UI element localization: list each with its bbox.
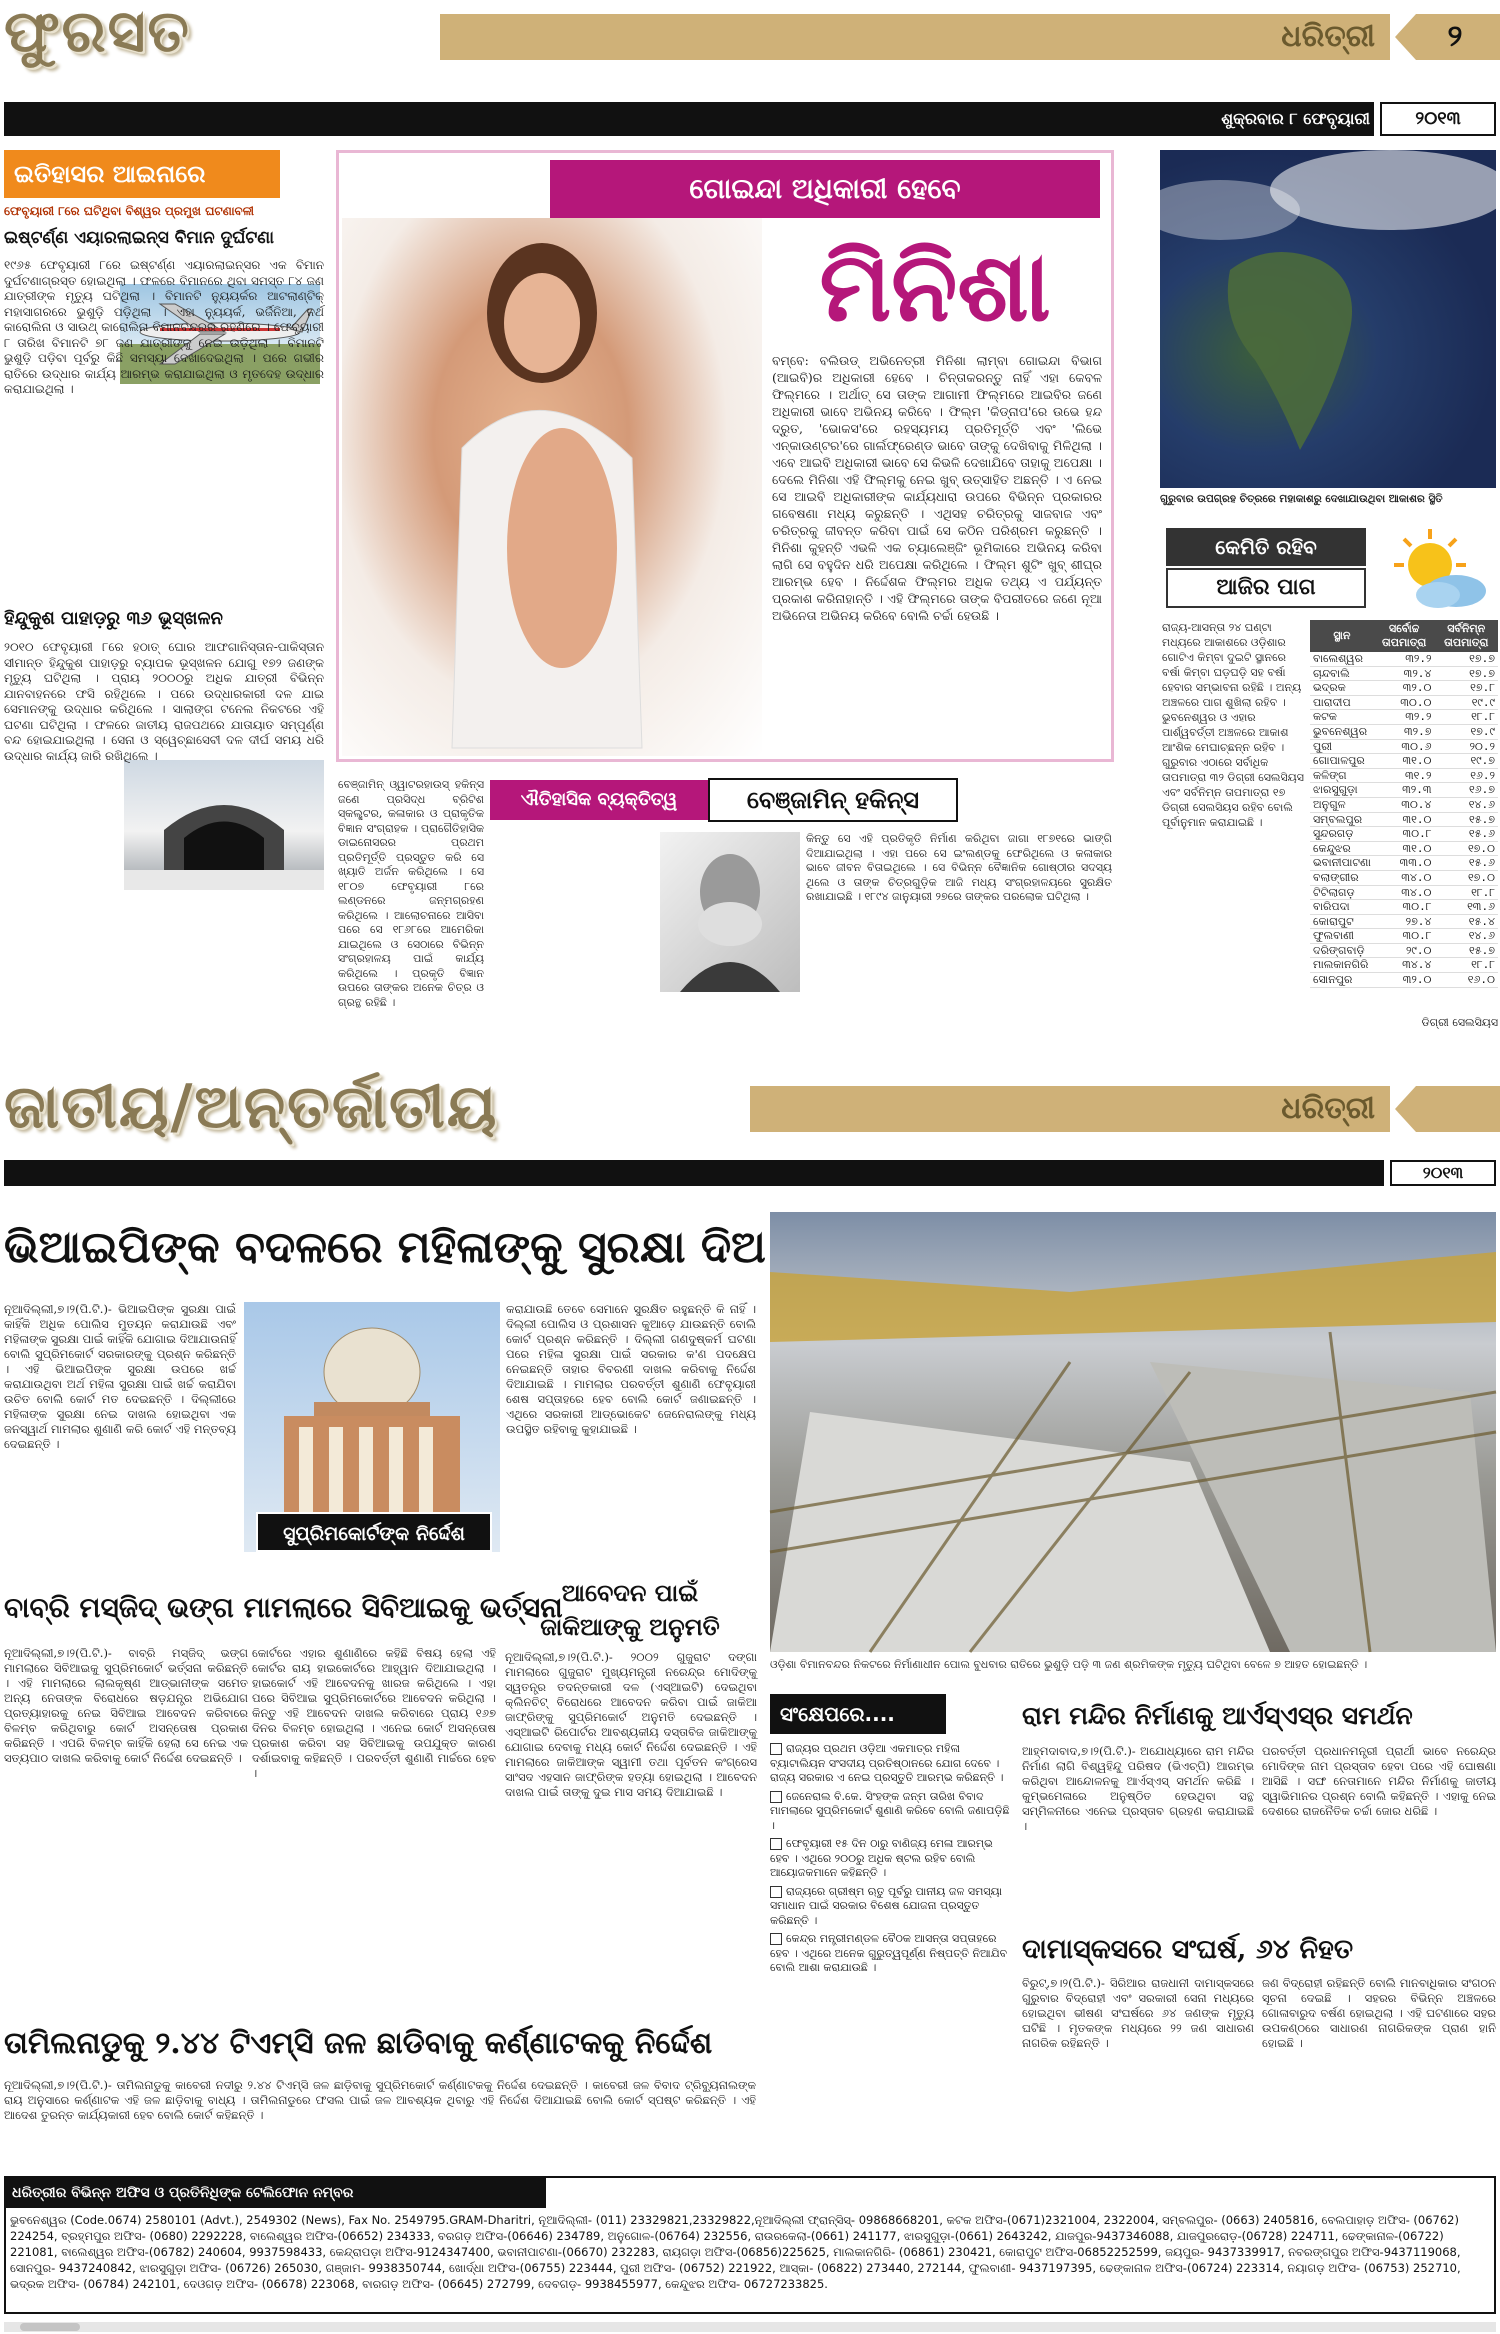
col-max: ସର୍ବୋଚ୍ଚ ତାପମାତ୍ରା — [1374, 620, 1435, 652]
weather-max: ୩୨.୨ — [1374, 652, 1435, 666]
date-label: ଶୁକ୍ରବାର ୮ ଫେବୃୟାରୀ — [1221, 109, 1370, 128]
weather-row — [1310, 958, 1498, 973]
weather-place: ଦରିଙ୍ଗବାଡ଼ି — [1310, 943, 1374, 958]
weather-place: ମାଲକାନଗିରି — [1310, 958, 1374, 973]
paper-name-2: ଧରିତ୍ରୀ — [1281, 1091, 1375, 1126]
section-masthead: ଫୁରସତ — [4, 0, 191, 65]
weather-row — [1310, 914, 1498, 929]
cauvery-headline: ତାମିଲନାଡୁକୁ ୨.୪୪ ଟିଏମ୍ସି ଜଳ ଛାଡିବାକୁ କର୍ଣ୍ଣାଟକକୁ ନିର୍ଦ୍ଦେଶ — [4, 2026, 713, 2061]
year-box: ୨୦୧୩ — [1380, 102, 1496, 136]
weather-place: ଭଦ୍ରକ — [1310, 681, 1374, 696]
weather-row — [1310, 797, 1498, 812]
weather-max: ୩୦.୮ — [1374, 929, 1435, 944]
weather-min: ୧୭.୭ — [1434, 652, 1498, 666]
weather-row — [1310, 768, 1498, 783]
feature-name: ମିନିଶା — [819, 230, 1051, 343]
weather-max: ୩୧.୦ — [1374, 754, 1435, 769]
weather-row — [1310, 870, 1498, 885]
weather-max: ୨୭.୪ — [1374, 914, 1435, 929]
weather-min: ୧୭.୭ — [1434, 666, 1498, 681]
col-place: ସ୍ଥାନ — [1310, 620, 1374, 652]
personality-col2: କିନ୍ତୁ ସେ ଏହି ପ୍ରତିକୃତି ନିର୍ମାଣ କରିଥିବା ଜାଗା ୧୮୭୧ରେ ଭାଙ୍ଗି ଦିଆଯାଇଥିଲା । ଏହା ପରେ ସେ ଇଂଲଣ୍ଡକୁ ଫେରିଥିଲେ ଓ କଳାକାର ଭାବେ ଜୀବନ ବିତାଇଥିଲେ । ସେ ବିଭିନ୍ନ ବୈଜ୍ଞାନିକ ଗୋଷ୍ଠୀର ସଦସ୍ୟ ଥିଲେ ଓ ତାଙ୍କ ଚିତ୍ରଗୁଡ଼ିକ ଆଜି ମଧ୍ୟ ସଂଗ୍ରହାଳୟରେ ସୁରକ୍ଷିତ ରଖାଯାଇଛି । ୧୮୯୪ ଜାନୁୟାରୀ ୨୭ରେ ତାଙ୍କର ପରଲୋକ ଘଟିଥିଲା । — [806, 832, 1112, 903]
weather-place: ଝାରସୁଗୁଡ଼ା — [1310, 783, 1374, 798]
ram-headline: ରାମ ମନ୍ଦିର ନିର୍ମାଣକୁ ଆର୍ଏସ୍ଏସ୍‌ର ସମର୍ଥନ — [1022, 1701, 1413, 1730]
section-masthead-2: ଜାତୀୟ/ଅନ୍ତର୍ଜାତୀୟ — [4, 1072, 499, 1142]
weather-place: ଭୁବନେଶ୍ୱର — [1310, 724, 1374, 739]
weather-row — [1310, 710, 1498, 725]
weather-place: କୋରାପୁଟ — [1310, 914, 1374, 929]
weather-max: ୩୨.୪ — [1374, 666, 1435, 681]
weather-row — [1310, 841, 1498, 856]
babri-headline: ବାବ୍ରି ମସ୍ଜିଦ୍ ଭଙ୍ଗ ମାମଲାରେ ସିବିଆଇକୁ ଭର୍ତ୍ସନା — [4, 1591, 563, 1624]
portrait-icon — [660, 832, 800, 992]
page-tab-2 — [1395, 1086, 1500, 1132]
lead-col1: ନୂଆଦିଲ୍ଲୀ,୭।୨(ପି.ଟି.)- ଭିଆଇପିଙ୍କ ସୁରକ୍ଷା ପାଇଁ କାହିଁକି ଅଧିକ ପୋଲିସ ମୁତୟନ କରାଯାଉଛି ଏବଂ ମହିଳାଙ୍କ ସୁରକ୍ଷା ପାଇଁ କାହିଁକି ଯୋଗାଇ ଦିଆଯାଉନାହିଁ ବୋଲି ସୁପ୍ରିମକୋର୍ଟ ସରକାରଙ୍କୁ ପ୍ରଶ୍ନ କରିଛନ୍ତି । ଏହି ଭିଆଇପିଙ୍କ ସୁରକ୍ଷା ଉପରେ ଖର୍ଚ୍ଚ କରାଯାଉଥିବା ଅର୍ଥ ମହିଳା ସୁରକ୍ଷା ପାଇଁ ଖର୍ଚ୍ଚ କରାଯିବା ଉଚିତ ବୋଲି କୋର୍ଟ ମତ ଦେଇଛନ୍ତି । ଦିଲ୍ଲୀରେ ମହିଳାଙ୍କ ସୁରକ୍ଷା ନେଇ ଦାଖଲ ହୋଇଥିବା ଏକ ଜନସ୍ୱାର୍ଥ ମାମଲାର ଶୁଣାଣି କରି କୋର୍ଟ ଏହି ମନ୍ତବ୍ୟ ଦେଇଛନ୍ତି । — [4, 1302, 236, 1451]
weather-row — [1310, 724, 1498, 739]
weather-min: ୧୪.୬ — [1434, 929, 1498, 944]
weather-max: ୩୨.୨ — [1374, 710, 1435, 725]
weather-max: ୩୨.୩ — [1374, 783, 1435, 798]
weather-place: ଫୁଲବାଣୀ — [1310, 929, 1374, 944]
lead-col2: କରାଯାଉଛି ତେବେ ସେମାନେ ସୁରକ୍ଷିତ ରହୁଛନ୍ତି କି ନାହିଁ । ଦିଲ୍ଲୀ ପୋଲିସ ଓ ପ୍ରଶାସନ କୁଆଡ଼େ ଯାଉଛନ୍ତି ବୋଲି କୋର୍ଟ ପ୍ରଶ୍ନ କରିଛନ୍ତି । ଦିଲ୍ଲୀ ଗଣଦୁଷ୍କର୍ମ ଘଟଣା ପରେ ମହିଳା ସୁରକ୍ଷା ପାଇଁ ସରକାର କ'ଣ ପଦକ୍ଷେପ ନେଇଛନ୍ତି ତାହାର ବିବରଣୀ ଦାଖଲ କରିବାକୁ ନିର୍ଦ୍ଦେଶ ଦିଆଯାଇଛି । ମାମଲାର ପରବର୍ତ୍ତୀ ଶୁଣାଣି ଫେବୃୟାରୀ ଶେଷ ସପ୍ତାହରେ ହେବ ବୋଲି କୋର୍ଟ ଜଣାଇଛନ୍ତି । ଏଥିରେ ସରକାରୀ ଆଡ୍ଭୋକେଟ ଜେନେରାଲଙ୍କୁ ମଧ୍ୟ ଉପସ୍ଥିତ ରହିବାକୁ କୁହାଯାଇଛି । — [506, 1302, 756, 1436]
personality-col1: ବେଞ୍ଜାମିନ୍ ଓ୍ୱାଟରହାଉସ୍ ହକିନ୍ସ ଜଣେ ପ୍ରସିଦ୍ଧ ବ୍ରିଟିଶ ସ୍କଲ୍ପ୍ଟର, କଳାକାର ଓ ପ୍ରାକୃତିକ ବିଜ୍ଞାନ ସଂଗ୍ରାହକ । ପ୍ରାଗୈତିହାସିକ ଡାଇନୋସରର ପ୍ରଥମ ପ୍ରତିମୂର୍ତ୍ତି ପ୍ରସ୍ତୁତ କରି ସେ ଖ୍ୟାତି ଅର୍ଜନ କରିଥିଲେ । ସେ ୧୮୦୭ ଫେବୃୟାରୀ ୮ରେ ଲଣ୍ଡନରେ ଜନ୍ମଗ୍ରହଣ କରିଥିଲେ । ଆଲୋଚନାରେ ଆସିବା ପରେ ସେ ୧୮୬୮ରେ ଆମେରିକା ଯାଇଥିଲେ ଓ ସେଠାରେ ବିଭିନ୍ନ ସଂଗ୍ରହାଳୟ ପାଇଁ କାର୍ଯ୍ୟ କରିଥିଲେ । ପ୍ରକୃତି ବିଜ୍ଞାନ ଉପରେ ତାଙ୍କର ଅନେକ ଚିତ୍ର ଓ ଗ୍ରନ୍ଥ ରହିଛି । — [338, 778, 484, 1009]
weather-place: କଟକ — [1310, 710, 1374, 725]
weather-row — [1310, 739, 1498, 754]
weather-min: ୧୭.୦ — [1434, 841, 1498, 856]
weather-row — [1310, 973, 1498, 988]
babri-col1: ନୂଆଦିଲ୍ଲୀ,୭।୨(ପି.ଟି.)- ବାବ୍ରି ମସ୍ଜିଦ୍ ଭଙ୍ଗ ମାମଲାରେ ସିବିଆଇକୁ ସୁପ୍ରିମକୋର୍ଟ ଭର୍ତ୍ସନା କରିଛନ୍ତି । ଏହି ମାମଲାରେ ଲାଲକୃଷ୍ଣ ଆଡ୍ଭାନୀଙ୍କ ସମେତ ଅନ୍ୟ ନେତାଙ୍କ ବିରୋଧରେ ଷଡ଼ଯନ୍ତ୍ର ଅଭିଯୋଗ ପ୍ରତ୍ୟାହାରକୁ ନେଇ ସିବିଆଇ ଆବେଦନ କରିବାରେ ବିଳମ୍ବ କରିଥିବାରୁ କୋର୍ଟ ଅସନ୍ତୋଷ ପ୍ରକାଶ କରିଛନ୍ତି । ଏପରି ବିଳମ୍ବ କାହିଁକି ହେଲା ସେ ନେଇ ଏକ ସତ୍ୟପାଠ ଦାଖଲ କରିବାକୁ କୋର୍ଟ ନିର୍ଦ୍ଦେଶ ଦେଇଛନ୍ତି । — [4, 1646, 248, 1765]
checkbox-icon — [770, 1743, 782, 1755]
map-caption: ଗୁରୁବାର ଉପଗ୍ରହ ଚିତ୍ରରେ ମହାକାଶରୁ ଦେଖାଯାଉଥିବା ଆକାଶର ସ୍ଥିତି — [1160, 493, 1443, 505]
weather-footer: ଡିଗ୍ରୀ ସେଲସିୟସ — [1421, 1016, 1498, 1029]
weather-min: ୧୬.୨ — [1434, 768, 1498, 783]
story-airline-headline: ଇଷ୍ଟର୍ଣ୍ଣ ଏୟାରଲାଇନ୍ସ ବିମାନ ଦୁର୍ଘଟଣା — [4, 228, 274, 248]
damascus-col1: ବିରୁଟ୍,୭।୨(ପି.ଟି.)- ସିରିଆର ରାଜଧାନୀ ଦାମାସ୍କସରେ ଗୁରୁବାର ବିଦ୍ରୋହୀ ଏବଂ ସରକାରୀ ସେନା ମଧ୍ୟରେ ହୋଇଥିବା ଭୀଷଣ ସଂଘର୍ଷରେ ୬୪ ଜଣଙ୍କ ମୃତ୍ୟୁ ଘଟିଛି । ମୃତକଙ୍କ ମଧ୍ୟରେ ୨୨ ଜଣ ସାଧାରଣ ନାଗରିକ ରହିଛନ୍ତି । — [1022, 1976, 1254, 2050]
weather-min: ୧୭.୮ — [1434, 681, 1498, 696]
weather-place: ଟିଟିଲାଗଡ଼ — [1310, 885, 1374, 900]
weather-place: ଚାନ୍ଦବାଲି — [1310, 666, 1374, 681]
weather-max: ୩୦.୬ — [1374, 739, 1435, 754]
story-airline-body: ୧୯୬୫ ଫେବୃୟାରୀ ୮ରେ ଇଷ୍ଟର୍ଣ୍ଣ ଏୟାରଲାଇନ୍ସର ଏକ ବିମାନ ଦୁର୍ଘଟଣାଗ୍ରସ୍ତ ହୋଇଥିଲା । ଫଳରେ ବିମାନରେ ଥିବା ସମସ୍ତ ୮୪ ଜଣ ଯାତ୍ରୀଙ୍କ ମୃତ୍ୟୁ ଘଟିଥିଲା । ବିମାନଟି ନ୍ୟୁୟର୍କର ଆଟଲାଣ୍ଟିକ୍ ମହାସାଗରରେ ଭୁଶୁଡ଼ି ପଡ଼ିଥିଲା । ଏହା ନ୍ୟୁୟର୍କ, ଭର୍ଜିନିଆ, ନର୍ଥ କାରୋଲିନା ଓ ସାଉଥ୍ କାରୋଲିନା ବିମାନବନ୍ଦରର ରହଣିରେ । ଫେବୃୟାରୀ ୮ ତାରିଖ ବିମାନଟି ୭୮ ଜଣ ଯାତ୍ରୀଙ୍କୁ ନେଇ ଉଡ଼ିଥିଲା । ବିମାନଟି ଭୁଶୁଡ଼ି ପଡ଼ିବା ପୂର୍ବରୁ କିଛି ସମସ୍ୟା ଦେଖାଦେଇଥିଲା । ପରେ ଗଭୀର ରାତିରେ ଉଦ୍ଧାର କାର୍ଯ୍ୟ ଆରମ୍ଭ କରାଯାଇଥିଲା ଓ ମୃତଦେହ ଉଦ୍ଧାର କରାଯାଇଥିଲା । — [4, 258, 324, 396]
weather-place: ଅନୁଗୁଳ — [1310, 797, 1374, 812]
weather-max: ୨୯.୦ — [1374, 943, 1435, 958]
weather-min: ୧୯.୭ — [1434, 754, 1498, 769]
weather-place: ସୁନ୍ଦରଗଡ଼ — [1310, 827, 1374, 842]
weather-min: ୧୪.୬ — [1434, 797, 1498, 812]
checkbox-icon — [770, 1838, 782, 1850]
lead-headline: ଭିଆଇପିଙ୍କ ବଦଳରେ ମହିଳାଙ୍କୁ ସୁରକ୍ଷା ଦିଅ — [4, 1222, 766, 1273]
weather-max: ୩୪.୪ — [1374, 958, 1435, 973]
year-box-2: ୨୦୧୩ — [1390, 1160, 1496, 1186]
jakia-headline-2: ଜାକିଆଙ୍କୁ ଅନୁମତି — [540, 1612, 720, 1641]
weather-max: ୩୨.୦ — [1374, 973, 1435, 988]
weather-min: ୨୦.୨ — [1434, 739, 1498, 754]
weather-min: ୧୮.୮ — [1434, 885, 1498, 900]
weather-row — [1310, 929, 1498, 944]
brief-item: ରାଜ୍ୟରେ ଗ୍ରୀଷ୍ମ ଋତୁ ପୂର୍ବରୁ ପାନୀୟ ଜଳ ସମସ୍ୟା ସମାଧାନ ପାଇଁ ସରକାର ବିଶେଷ ଯୋଜନା ପ୍ରସ୍ତୁତ କରିଛନ୍ତି । — [770, 1884, 1003, 1927]
weather-row — [1310, 783, 1498, 798]
weather-title-bottom: ଆଜିର ପାଗ — [1166, 568, 1366, 608]
weather-min: ୧୫.୭ — [1434, 812, 1498, 827]
weather-max: ୩୦.୦ — [1374, 695, 1435, 710]
weather-max: ୩୨.୦ — [1374, 681, 1435, 696]
weather-row — [1310, 885, 1498, 900]
cauvery-body: ନୂଆଦିଲ୍ଲୀ,୭।୨(ପି.ଟି.)- ତାମିଲନାଡୁକୁ କାବେରୀ ନଦୀରୁ ୨.୪୪ ଟିଏମ୍ସି ଜଳ ଛାଡ଼ିବାକୁ ସୁପ୍ରିମକୋର୍ଟ କର୍ଣ୍ଣାଟକକୁ ନିର୍ଦ୍ଦେଶ ଦେଇଛନ୍ତି । କାବେରୀ ଜଳ ବିବାଦ ଟ୍ରିବ୍ୟୁନାଲଙ୍କ ରାୟ ଅନୁସାରେ କର୍ଣ୍ଣାଟକ ଏହି ଜଳ ଛାଡ଼ିବାକୁ ବାଧ୍ୟ । ତାମିଲନାଡୁରେ ଫସଲ ପାଇଁ ଜଳ ଆବଶ୍ୟକ ଥିବାରୁ ଏହି ନିର୍ଦ୍ଦେଶ ଦିଆଯାଇଛି ବୋଲି କୋର୍ଟ ସ୍ପଷ୍ଟ କରିଛନ୍ତି । ଏହି ଆଦେଶ ତୁରନ୍ତ କାର୍ଯ୍ୟକାରୀ ହେବ ବୋଲି କୋର୍ଟ କହିଛନ୍ତି । — [4, 2078, 756, 2122]
babri-col2: କୋର୍ଟରେ ଏହାର ଶୁଣାଣିରେ କହିଛି ବିଷୟ ହେଲା ଏହି କୋର୍ଟର ରାୟ ହାଇକୋର୍ଟରେ ଆହ୍ୱାନ ଦିଆଯାଇଥିଲା । ହାଇକୋର୍ଟ ଏହି ଆବେଦନକୁ ଖାରଜ କରିଥିଲେ । ଏହା ପରେ ସିବିଆଇ ସୁପ୍ରିମକୋର୍ଟରେ ଆବେଦନ କରିଥିଲା । କିନ୍ତୁ ଏହି ଆବେଦନ ଦାଖଲ କରିବାରେ ପ୍ରାୟ ୧୬୭ ଦିନର ବିଳମ୍ବ ହୋଇଥିଲା । ଏନେଇ କୋର୍ଟ ଅସନ୍ତୋଷ ପ୍ରକାଶ କରିବା ସହ ସିବିଆଇକୁ ଉପଯୁକ୍ତ କାରଣ ଦର୍ଶାଇବାକୁ କହିଛନ୍ତି । ପରବର୍ତ୍ତୀ ଶୁଣାଣି ମାର୍ଚ୍ଚରେ ହେବ । — [252, 1646, 496, 1780]
weather-min: ୧୬.୭ — [1434, 783, 1498, 798]
weather-place: ସୋନପୁର — [1310, 973, 1374, 988]
weather-min: ୧୫.୬ — [1434, 827, 1498, 842]
weather-table — [1310, 620, 1498, 1015]
weather-title-top: କେମିତି ରହିବ — [1166, 528, 1366, 566]
bridge-photo-caption: ଓଡ଼ିଶା ବିମାନବନ୍ଦର ନିକଟରେ ନିର୍ମାଣାଧୀନ ପୋଲ ବୁଧବାର ରାତିରେ ଭୁଶୁଡ଼ି ପଡ଼ି ୩ ଜଣ ଶ୍ରମିକଙ୍କ ମୃତ୍ୟୁ ଘଟିଥିବା ବେଳେ ୭ ଆହତ ହୋଇଛନ୍ତି । — [770, 1658, 1368, 1671]
weather-min: ୧୮.୮ — [1434, 710, 1498, 725]
personality-label: ଐତିହାସିକ ବ୍ୟକ୍ତିତ୍ୱ — [490, 780, 708, 820]
col-min: ସର୍ବନିମ୍ନ ତାପମାତ୍ରା — [1434, 620, 1498, 652]
ram-col1: ଆହ୍ମଦାବାଦ,୭।୨(ପି.ଟି.)- ଅଯୋଧ୍ୟାରେ ରାମ ମନ୍ଦିର ନିର୍ମାଣ ଲାଗି ବିଶ୍ୱହିନ୍ଦୁ ପରିଷଦ (ଭିଏଚ୍ପି) ଆରମ୍ଭ କରିଥିବା ଆନ୍ଦୋଳନକୁ ଆର୍ଏସ୍ଏସ୍ ସମର୍ଥନ କରିଛି । କୁମ୍ଭମେଳାରେ ଅନୁଷ୍ଠିତ ହେଉଥିବା ସନ୍ଥ ସମ୍ମିଳନୀରେ ଏନେଇ ପ୍ରସ୍ତାବ ଗ୍ରହଣ କରାଯାଇଛି । — [1022, 1744, 1254, 1833]
weather-min: ୧୯.୯ — [1434, 695, 1498, 710]
india-map-icon — [1160, 150, 1496, 488]
brief-item: ଜେନେରାଲ ବି.କେ. ସିଂହଙ୍କ ଜନ୍ମ ତାରିଖ ବିବାଦ ମାମଲାରେ ସୁପ୍ରିମକୋର୍ଟ ଶୁଣାଣି କରିବେ ବୋଲି ଜଣାପଡ଼ିଛି । — [770, 1789, 1010, 1832]
weather-forecast: ରାଜ୍ୟ-ଆସନ୍ତା ୨୪ ଘଣ୍ଟା ମଧ୍ୟରେ ଆକାଶରେ ଓଡ଼ିଶାର ଗୋଟିଏ କିମ୍ବା ଦୁଇଟି ସ୍ଥାନରେ ବର୍ଷା କିମ୍ବା ଘଡ଼ଘଡ଼ି ସହ ବର୍ଷା ହେବାର ସମ୍ଭାବନା ରହିଛି । ଅନ୍ୟ ଅଞ୍ଚଳରେ ପାଗ ଶୁଖିଲା ରହିବ । ଭୁବନେଶ୍ୱର ଓ ଏହାର ପାର୍ଶ୍ୱବର୍ତ୍ତୀ ଅଞ୍ଚଳରେ ଆକାଶ ଆଂଶିକ ମେଘାଚ୍ଛନ୍ନ ରହିବ । ଗୁରୁବାର ଏଠାରେ ସର୍ବାଧିକ ତାପମାତ୍ରା ୩୨ ଡିଗ୍ରୀ ସେଲସିୟସ ଏବଂ ସର୍ବନିମ୍ନ ତାପମାତ୍ରା ୧୭ ଡିଗ୍ରୀ ସେଲସିୟସ ରହିବ ବୋଲି ପୂର୍ବାନୁମାନ କରାଯାଇଛି । — [1162, 621, 1304, 829]
actress-photo — [342, 218, 762, 756]
weather-row — [1310, 856, 1498, 871]
history-subtitle: ଫେବୃୟାରୀ ୮ରେ ଘଟିଥିବା ବିଶ୍ୱର ପ୍ରମୁଖ ଘଟଣାବଳୀ — [4, 204, 255, 218]
story-hindukush-body: ୨୦୧୦ ଫେବୃୟାରୀ ୮ରେ ହଠାତ୍ ଘୋର ଆଫଗାନିସ୍ତାନ-ପାକିସ୍ତାନ ସୀମାନ୍ତ ହିନ୍ଦୁକୁଶ ପାହାଡ଼ରୁ ବ୍ୟାପକ ଭୂସ୍ଖଳନ ଯୋଗୁ ୧୭୨ ଜଣଙ୍କ ମୃତ୍ୟୁ ଘଟିଥିଲା । ପ୍ରାୟ ୨୦୦୦ରୁ ଅଧିକ ଯାତ୍ରୀ ବିଭିନ୍ନ ଯାନବାହନରେ ଫସି ରହିଥିଲେ । ପରେ ଉଦ୍ଧାରକାରୀ ଦଳ ଯାଇ ସେମାନଙ୍କୁ ଉଦ୍ଧାର କରିଥିଲେ । ସାଲାଙ୍ଗ ଟନେଲ ନିକଟରେ ଏହି ଘଟଣା ଘଟିଥିଲା । ଫଳରେ ଜାତୀୟ ରାଜପଥରେ ଯାତାୟାତ ସମ୍ପୂର୍ଣ୍ଣ ବନ୍ଦ ହୋଇଯାଇଥିଲା । ସେନା ଓ ସ୍ୱେଚ୍ଛାସେବୀ ଦଳ ଦୀର୍ଘ ସମୟ ଧରି ଉଦ୍ଧାର କାର୍ଯ୍ୟ ଜାରି ରଖିଥିଲେ । — [4, 640, 324, 763]
weather-place: ଭବାନୀପାଟଣା — [1310, 856, 1374, 871]
supreme-court-caption: ସୁପ୍ରିମକୋର୍ଟଙ୍କ ନିର୍ଦ୍ଦେଶ — [256, 1512, 492, 1552]
weather-min: ୧୭.୦ — [1434, 870, 1498, 885]
jakia-headline-1: ଆବେଦନ ପାଇଁ — [561, 1578, 699, 1607]
weather-max: ୩୧.୦ — [1374, 841, 1435, 856]
weather-row — [1310, 812, 1498, 827]
weather-row — [1310, 943, 1498, 958]
weather-max: ୩୦.୮ — [1374, 900, 1435, 915]
page-number: ୨ — [1447, 19, 1463, 54]
weather-min: ୧୮.୮ — [1434, 958, 1498, 973]
paper-name: ଧରିତ୍ରୀ — [1281, 19, 1375, 54]
weather-min: ୧୭.୯ — [1434, 724, 1498, 739]
weather-max: ୩୦.୪ — [1374, 797, 1435, 812]
weather-min: ୧୫.୪ — [1434, 914, 1498, 929]
weather-min: ୧୩.୬ — [1434, 900, 1498, 915]
sun-cloud-icon — [1380, 525, 1492, 615]
story-hindukush-headline: ହିନ୍ଦୁକୁଶ ପାହାଡ଼ରୁ ୩୬ ଭୂସ୍ଖଳନ — [4, 608, 223, 629]
weather-place: ସମ୍ବଲପୁର — [1310, 812, 1374, 827]
briefs-title: ସଂକ୍ଷେପରେ.... — [770, 1694, 946, 1734]
weather-row — [1310, 754, 1498, 769]
collapse-debris-icon — [770, 1212, 1496, 1652]
bridge-collapse-photo — [770, 1212, 1496, 1652]
ram-col2: ପରବର୍ତ୍ତୀ ପ୍ରଧାନମନ୍ତ୍ରୀ ପ୍ରାର୍ଥୀ ଭାବେ ନରେନ୍ଦ୍ର ମୋଦିଙ୍କ ନାମ ପ୍ରସ୍ତାବ ହେବା ପରେ ଏହି ଘୋଷଣା ଆସିଛି । ସଙ୍ଘ ନେତାମାନେ ମନ୍ଦିର ନିର୍ମାଣକୁ ଜାତୀୟ ସ୍ୱାଭିମାନର ପ୍ରଶ୍ନ ବୋଲି କହିଛନ୍ତି । ଏହାକୁ ନେଇ ଦେଶରେ ରାଜନୈତିକ ଚର୍ଚ୍ଚା ଜୋର ଧରିଛି । — [1262, 1744, 1496, 1818]
weather-row — [1310, 666, 1498, 681]
weather-place: ବଲାଙ୍ଗୀର — [1310, 870, 1374, 885]
briefs-list — [770, 1742, 1014, 2004]
brief-item: ଫେବୃୟାରୀ ୧୫ ଦିନ ଠାରୁ ବାଣିଜ୍ୟ ମେଳା ଆରମ୍ଭ ହେବ । ଏଥିରେ ୨୦୦ରୁ ଅଧିକ ଷ୍ଟଲ ରହିବ ବୋଲି ଆୟୋଜକମାନେ କହିଛନ୍ତି । — [770, 1837, 993, 1879]
weather-min: ୧୫.୭ — [1434, 943, 1498, 958]
jakia-body: ନୂଆଦିଲ୍ଲୀ,୭।୨(ପି.ଟି.)- ୨୦୦୨ ଗୁଜୁରାଟ ଦଙ୍ଗା ମାମଲାରେ ଗୁଜୁରାଟ ମୁଖ୍ୟମନ୍ତ୍ରୀ ନରେନ୍ଦ୍ର ମୋଦିଙ୍କୁ ସ୍ୱତନ୍ତ୍ର ତଦନ୍ତକାରୀ ଦଳ (ଏସ୍ଆଇଟି) ଦେଇଥିବା କ୍ଲିନଚିଟ୍ ବିରୋଧରେ ଆବେଦନ କରିବା ପାଇଁ ଜାକିଆ ଜାଫ୍ରିଙ୍କୁ ସୁପ୍ରିମକୋର୍ଟ ଅନୁମତି ଦେଇଛନ୍ତି । ଏସ୍ଆଇଟି ରିପୋର୍ଟର ଆବଶ୍ୟକୀୟ ଦସ୍ତାବିଜ ଜାକିଆଙ୍କୁ ଯୋଗାଇ ଦେବାକୁ ମଧ୍ୟ କୋର୍ଟ ନିର୍ଦ୍ଦେଶ ଦେଇଛନ୍ତି । ଏହି ମାମଲାରେ ଜାକିଆଙ୍କ ସ୍ୱାମୀ ତଥା ପୂର୍ବତନ କଂଗ୍ରେସ ସାଂସଦ ଏହସାନ ଜାଫ୍ରିଙ୍କ ହତ୍ୟା ହୋଇଥିଲା । ଆବେଦନ ଦାଖଲ ପାଇଁ ତାଙ୍କୁ ଦୁଇ ମାସ ସମୟ ଦିଆଯାଇଛି । — [505, 1650, 757, 1799]
weather-place: କଳିଙ୍ଗ — [1310, 768, 1374, 783]
brief-item: କେନ୍ଦ୍ର ମନ୍ତ୍ରୀମଣ୍ଡଳ ବୈଠକ ଆସନ୍ତା ସପ୍ତାହରେ ହେବ । ଏଥିରେ ଅନେକ ଗୁରୁତ୍ୱପୂର୍ଣ୍ଣ ନିଷ୍ପତ୍ତି ନିଆଯିବ ବୋଲି ଆଶା କରାଯାଉଛି । — [770, 1932, 1008, 1974]
footer-text: ଭୁବନେଶ୍ୱର (Code.0674) 2580101 (Advt.), 2549302 (News), Fax No. 2549795.GRAM-Dharitri, ନୂଆଦିଲ୍ଲୀ- (011) 23329821,23329822,ନୂଆଦିଲ୍ଲୀ ଫ୍ରାନ୍ସିସ୍- 09868668201, କଟକ ଅଫିସ-(0671)2321004, 2322004, ସମ୍ବଲପୁର- (0663) 2405816, ବେଲପାହାଡ଼ ଅଫିସ- (06762) 224254, ବ୍ରହ୍ମପୁର ଅଫିସ- (0680) 2292228, ବାଲେଶ୍ୱର ଅଫିସ-(06652) 234333, ବରଗଡ଼ ଅଫିସ-(06646) 234789, ଅନୁଗୋଳ-(06764) 232556, ରାଉରକେଲା-(0661) 241177, ଝାରସୁଗୁଡ଼ା-(0661) 2643242, ଯାଜପୁର-9437346088, ଯାଜପୁରରୋଡ଼-(06728) 224711, ଢେଙ୍କାନାଳ-(06722) 221081, ବାଲେଶ୍ୱର ଅଫିସ-(06782) 240604, 9937598433, କେନ୍ଦ୍ରାପଡ଼ା ଅଫିସ-9124347400, ଭବାନୀପାଟଣା-(06670) 232283, ରାୟଗଡ଼ା ଅଫିସ-(06856)225625, ମାଲକାନଗିରି- (06861) 230421, କୋରାପୁଟ ଅଫିସ-06852252599, ଜୟପୁର- 9437339917, ନବରଙ୍ଗପୁର ଅଫିସ-9437119068, ସୋନପୁର- 9437240842, ଝାରସୁଗୁଡ଼ା ଅଫିସ- (06726) 265030, ଗଞ୍ଜାମ- 9938350744, ଖୋର୍ଦ୍ଧା ଅଫିସ-(06755) 223444, ପୁରୀ ଅଫିସ- (06752) 221922, ଆସ୍କା- (06822) 273440, 272144, ଫୁଲବାଣୀ- 9437197395, ଢେଙ୍କାନାଳ ଅଫିସ-(06724) 223314, ନୟାଗଡ଼ ଅଫିସ- (06753) 252710, ଭଦ୍ରକ ଅଫିସ- (06784) 242101, ଦେଓଗଡ଼ ଅଫିସ- (06678) 223068, ବାରଗଡ଼ ଅଫିସ- (06645) 272799, ଦେବଗଡ଼- 9938455977, କେନ୍ଦୁଝର ଅଫିସ- 06727233825. — [10, 2213, 1461, 2291]
personality-side-body — [340, 832, 654, 1040]
weather-place: ପୁରୀ — [1310, 739, 1374, 754]
black-bar-2 — [4, 1160, 1384, 1186]
weather-row — [1310, 900, 1498, 915]
weather-place: କେନ୍ଦୁଝର — [1310, 841, 1374, 856]
weather-max: ୩୪.୦ — [1374, 885, 1435, 900]
weather-max: ୩୪.୦ — [1374, 870, 1435, 885]
weather-row — [1310, 652, 1498, 666]
weather-place: ବାରିପଦା — [1310, 900, 1374, 915]
weather-max: ୩୨.୭ — [1374, 724, 1435, 739]
weather-row — [1310, 827, 1498, 842]
feature-body: ବମ୍ବେ: ବଲିଉଡ୍ ଅଭିନେତ୍ରୀ ମିନିଶା ଲାମ୍ବା ଗୋଇନ୍ଦା ବିଭାଗ (ଆଇବି)ର ଅଧିକାରୀ ହେବେ । ଚିନ୍ତାକରନ୍ତୁ ନାହିଁ ଏହା କେବଳ ଫିଲ୍ମରେ । ଅର୍ଥାତ୍ ସେ ତାଙ୍କ ଆଗାମୀ ଫିଲ୍ମରେ ଆଇବିର ଜଣେ ଅଧିକାରୀ ଭାବେ ଅଭିନୟ କରିବେ । ଫିଲ୍ମ 'କିଡ୍ନାପ'ରେ ଉଭେ ହନ୍ଦ ଦ୍ରୁତ, 'ଭୋକସ'ରେ ରହସ୍ୟମୟ ପ୍ରତିମୂର୍ତ୍ତି ଏବଂ 'ଲିଭେ ଏନ୍କାଉଣ୍ଟର'ରେ ଗାର୍ଲଫ୍ରେଣ୍ଡ ଭାବେ ତାଙ୍କୁ ଦେଖିବାକୁ ମିଳିଥିଲା । ଏବେ ଆଇବି ଅଧିକାରୀ ଭାବେ ସେ କିଭଳି ଦେଖାଯିବେ ତାହାକୁ ଅପେକ୍ଷା । ଦେଲେ ମିନିଶା ଏହି ଫିଲ୍ମକୁ ନେଇ ଖୁବ୍ ଉତ୍ସାହିତ ଅଛନ୍ତି । ଏ ନେଇ ସେ ଆଇବି ଅଧିକାରୀଙ୍କ କାର୍ଯ୍ୟଧାରା ଉପରେ ବିଭିନ୍ନ ପ୍ରକାରର ଗବେଷଣା ମଧ୍ୟ କରୁଛନ୍ତି । ଏଥିସହ ଚରିତ୍ରକୁ ସାଜବାଜ ଏବଂ ଚରିତ୍ରକୁ ଜୀବନ୍ତ କରିବା ପାଇଁ ସେ କଠିନ ପରିଶ୍ରମ କରୁଛନ୍ତି । ମିନିଶା କୁହନ୍ତି ଏଭଳି ଏକ ଚ୍ୟାଲେଞ୍ଜିଂ ଭୂମିକାରେ ଅଭିନୟ କରିବା ଲାଗି ସେ ବହୁଦିନ ଧରି ଅପେକ୍ଷା କରିଥିଲେ । ଫିଲ୍ମ ଶୁଟିଂ ଖୁବ୍ ଶୀଘ୍ର ଆରମ୍ଭ ହେବ । ନିର୍ଦ୍ଦେଶକ ଫିଲ୍ମର ଅଧିକ ତଥ୍ୟ ଏ ପର୍ଯ୍ୟନ୍ତ ପ୍ରକାଶ କରିନାହାନ୍ତି । ଏହି ଫିଲ୍ମରେ ତାଙ୍କ ବିପରୀତରେ ଜଣେ ନୂଆ ଅଭିନେତା ଅଭିନୟ କରିବେ ବୋଲି ଚର୍ଚ୍ଚା ହେଉଛି । — [772, 353, 1102, 623]
weather-place: ବାଲେଶ୍ୱର — [1310, 652, 1374, 666]
personality-name: ବେଞ୍ଜାମିନ୍ ହକିନ୍ସ — [708, 778, 958, 822]
weather-min: ୧୬.୦ — [1434, 973, 1498, 988]
weather-row — [1310, 681, 1498, 696]
checkbox-icon — [770, 1886, 782, 1898]
bottom-scrollbar-thumb[interactable] — [20, 2323, 80, 2331]
hawkins-portrait — [660, 832, 800, 992]
weather-place: ଗୋପାଳପୁର — [1310, 754, 1374, 769]
footer-title: ଧରିତ୍ରୀର ବିଭିନ୍ନ ଅଫିସ ଓ ପ୍ରତିନିଧିଙ୍କ ଟେଲିଫୋନ ନମ୍ବର — [6, 2178, 546, 2208]
weather-min: ୧୫.୬ — [1434, 856, 1498, 871]
history-title-box: ଇତିହାସର ଆଇନାରେ — [4, 150, 280, 198]
weather-max: ୩୩.୦ — [1374, 856, 1435, 871]
satellite-map — [1160, 150, 1496, 488]
damascus-col2: ଜଣ ବିଦ୍ରୋହୀ ରହିଛନ୍ତି ବୋଲି ମାନବାଧିକାର ସଂଗଠନ ସୂଚନା ଦେଇଛି । ସହରର ବିଭିନ୍ନ ଅଞ୍ଚଳରେ ଗୋଳାବାରୁଦ ବର୍ଷଣ ହୋଇଥିଲା । ଏହି ଘଟଣାରେ ସହର ଉପକଣ୍ଠରେ ସାଧାରଣ ନାଗରିକଙ୍କ ପ୍ରାଣ ହାନି ହୋଇଛି । — [1262, 1976, 1496, 2050]
weather-max: ୩୧.୦ — [1374, 812, 1435, 827]
weather-place: ପାରାଦୀପ — [1310, 695, 1374, 710]
weather-max: ୩୧.୨ — [1374, 768, 1435, 783]
damascus-headline: ଦାମାସ୍କସରେ ସଂଘର୍ଷ, ୬୪ ନିହତ — [1022, 1934, 1354, 1965]
weather-max: ୩୦.୮ — [1374, 827, 1435, 842]
checkbox-icon — [770, 1933, 782, 1945]
feature-banner: ଗୋଇନ୍ଦା ଅଧିକାରୀ ହେବେ — [550, 160, 1100, 218]
bottom-scrollbar — [4, 2322, 1496, 2332]
brief-item: ରାଜ୍ୟର ପ୍ରଥମ ଓଡ଼ିଆ ଏକମାତ୍ର ମହିଳା ବ୍ୟାଟାଲିୟନ ସଂସଦୀୟ ପ୍ରତିଷ୍ଠାନରେ ଯୋଗ ଦେବେ । ରାଜ୍ୟ ସରକାର ଏ ନେଇ ପ୍ରସ୍ତୁତି ଆରମ୍ଭ କରିଛନ୍ତି । — [770, 1742, 1004, 1784]
checkbox-icon — [770, 1791, 782, 1803]
weather-row — [1310, 695, 1498, 710]
actress-figure-icon — [342, 218, 762, 756]
